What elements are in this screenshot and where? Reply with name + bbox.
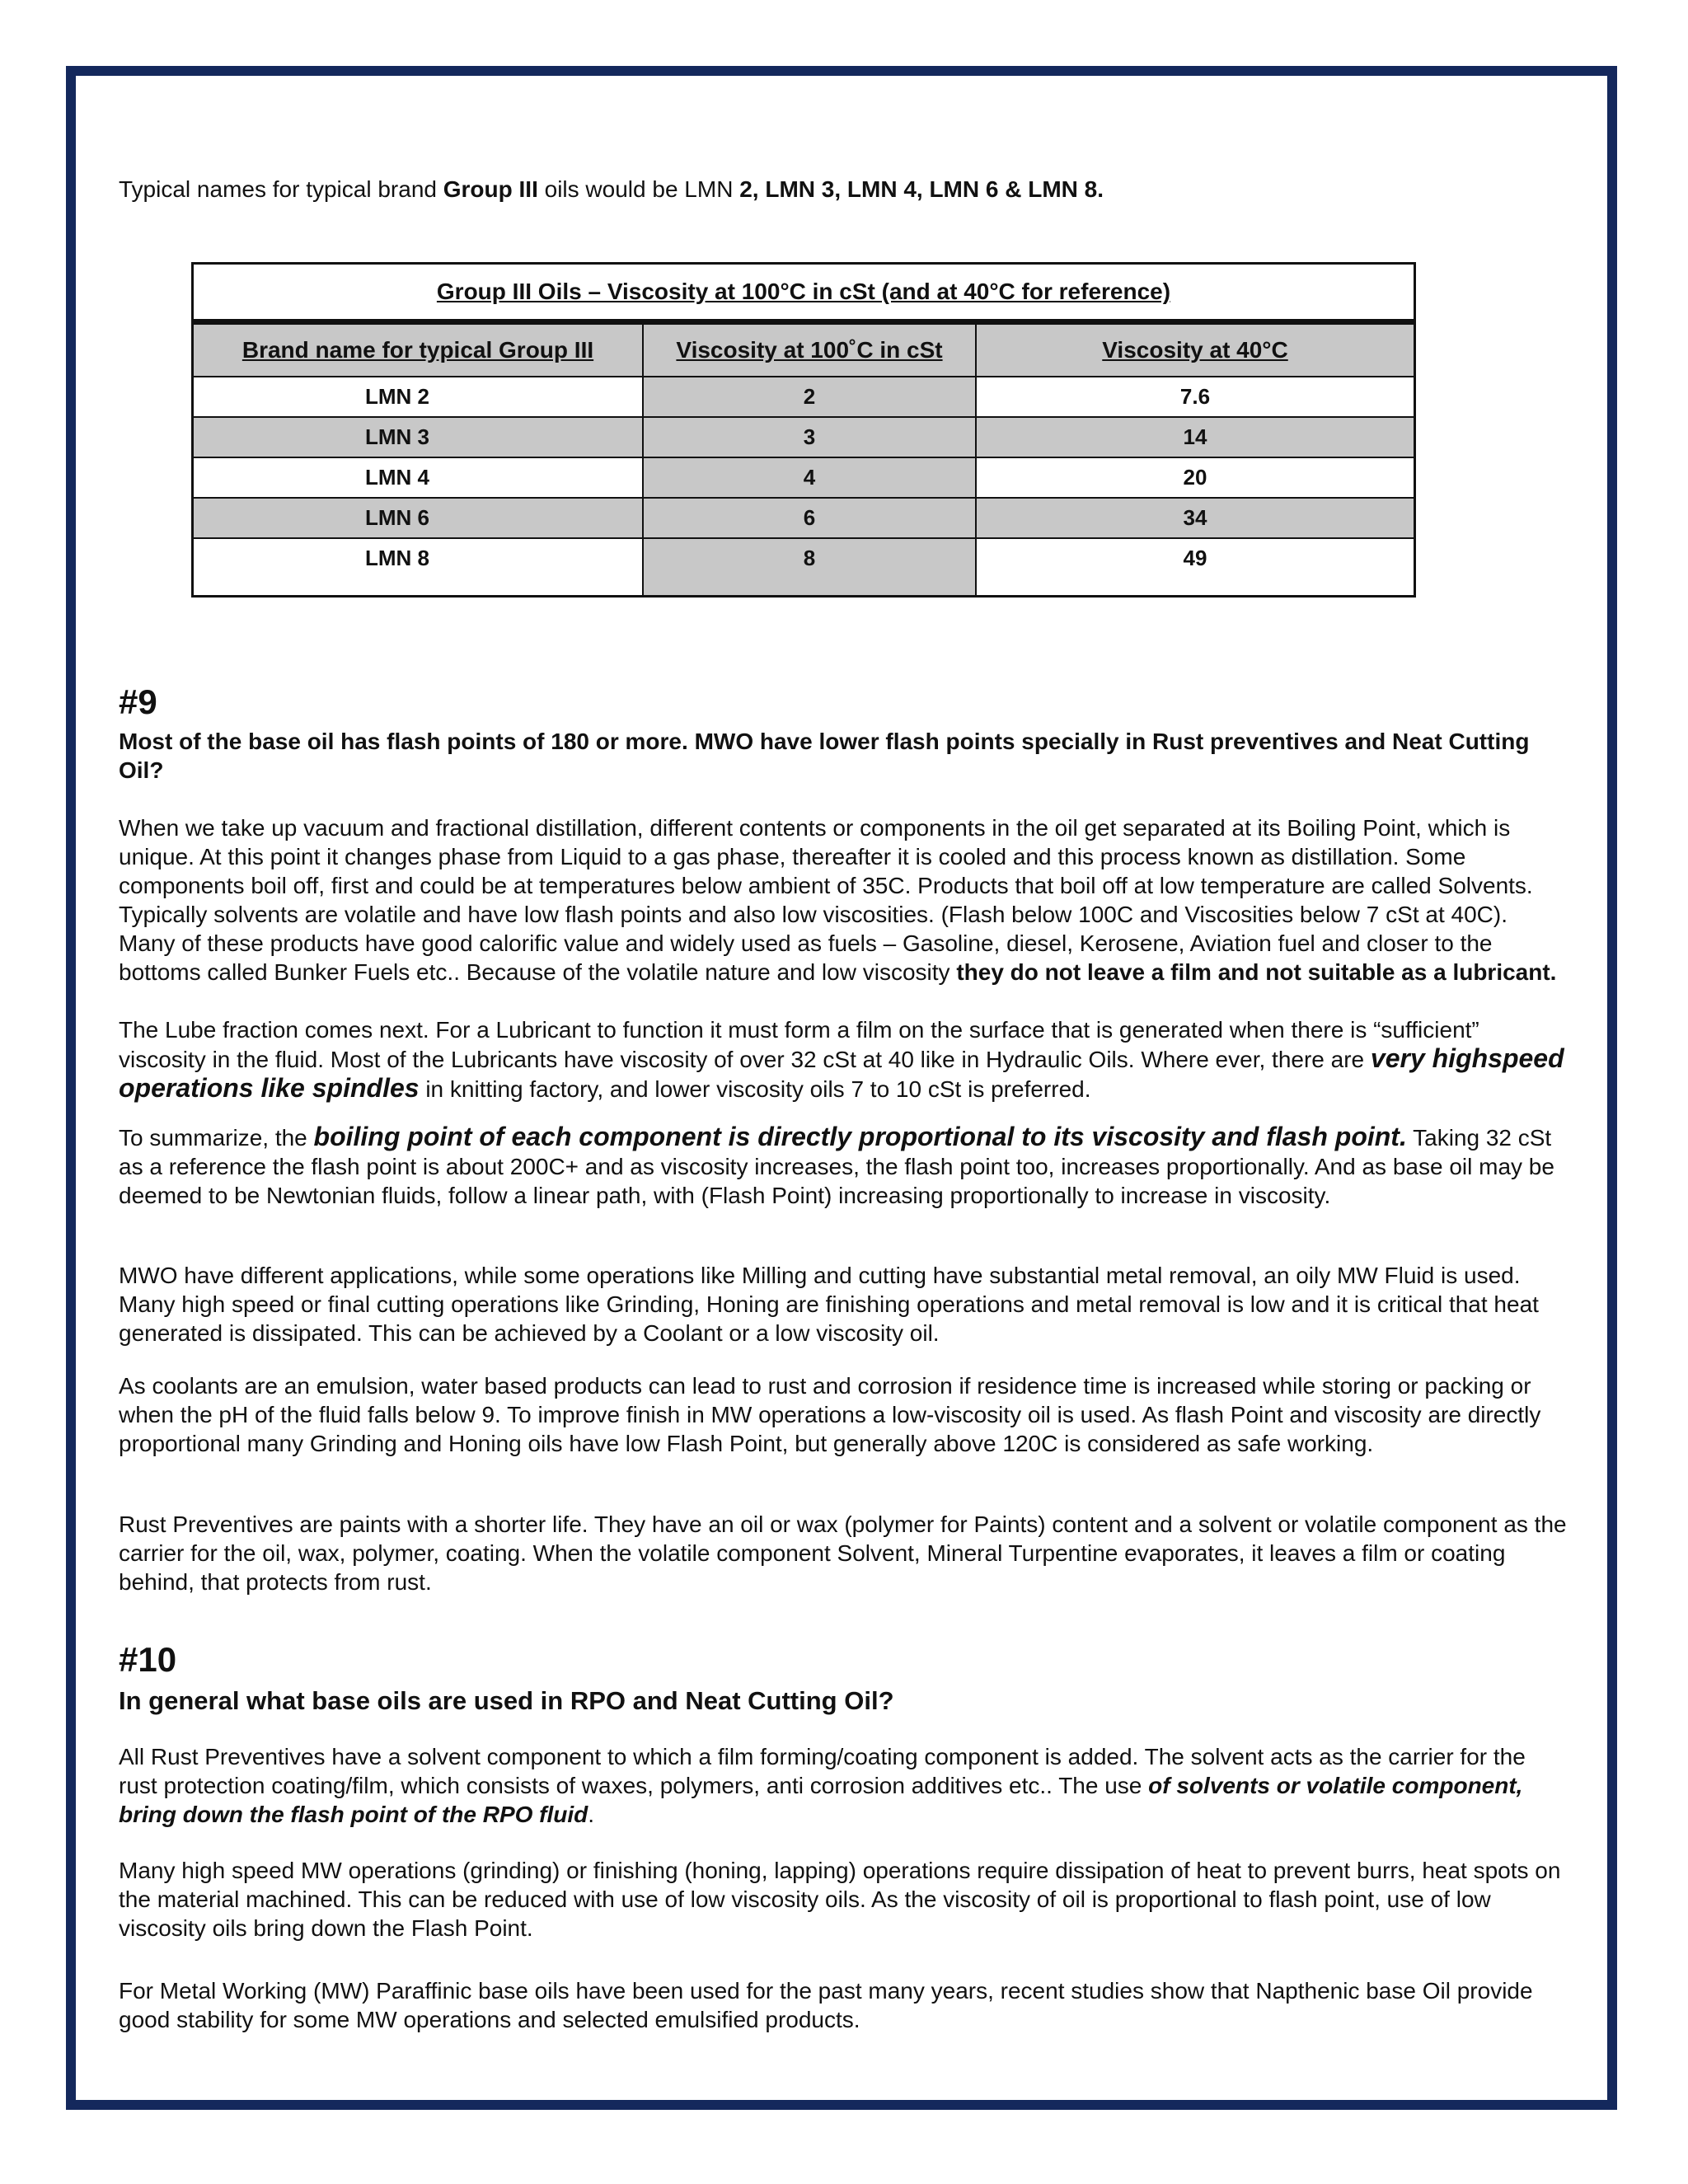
cell-brand: LMN 8 (194, 539, 644, 595)
section-9-para-5: As coolants are an emulsion, water based products can lead to rust and corrosion if residence time is increased while storing or packing or when the pH of the fluid falls below 9. To improve finish in MW operations a low-viscosity oil is used. As flash Point and viscosity are directly proportional many Grinding and Honing oils have low Flash Point, but generally above 120C is considered as safe working. (119, 1373, 1541, 1456)
table-row (194, 497, 1414, 537)
cell-visc-100: 4 (644, 458, 977, 497)
table-title: Group III Oils – Viscosity at 100°C in cSt (and at 40°C for reference) (194, 265, 1414, 323)
section-10-para-2: Many high speed MW operations (grinding) or finishing (honing, lapping) operations require dissipation of heat to prevent burrs, heat spots on the material machined. This can be reduced with use of low viscosity oils. As the viscosity of oil is proportional to flash point, use of low viscosity oils bring down the Flash Point. (119, 1858, 1561, 1941)
section-9-para-4: MWO have different applications, while some operations like Milling and cutting have substantial metal removal, an oily MW Fluid is used. Many high speed or final cutting operations like Grinding, Honing are finishing operations and metal removal is low and it is critical that heat generated is dissipated. This can be achieved by a Coolant or a low viscosity oil. (119, 1263, 1539, 1346)
cell-visc-100: 3 (644, 418, 977, 457)
intro-line: Typical names for typical brand Group III oils would be LMN 2, LMN 3, LMN 4, LMN 6 & LMN 8. (119, 176, 1104, 202)
cell-visc-40: 14 (1183, 424, 1207, 449)
cell-brand: LMN 3 (194, 418, 644, 457)
section-10-question: In general what base oils are used in RPO and Neat Cutting Oil? (119, 1686, 894, 1715)
cell-visc-100: 8 (644, 539, 977, 595)
section-9-para-6: Rust Preventives are paints with a shorter life. They have an oil or wax (polymer for Paints) content and a solvent or volatile component as the carrier for the oil, wax, polymer, coating. When the volatile component Solvent, Mineral Turpentine evaporates, it leaves a film or coating behind, that protects from rust. (119, 1511, 1567, 1595)
col-header-visc-100: Viscosity at 100˚C in cSt (644, 325, 977, 376)
cell-visc-100: 2 (644, 377, 977, 416)
cell-visc-40: 34 (1183, 505, 1207, 530)
col-header-brand: Brand name for typical Group III (194, 325, 644, 376)
table-row (194, 457, 1414, 497)
section-9-question: Most of the base oil has flash points of 180 or more. MWO have lower flash points specially in Rust preventives and Neat Cutting Oil? (119, 729, 1530, 783)
section-10-para-1: All Rust Preventives have a solvent component to which a film forming/coating component is added. The solvent acts as the carrier for the rust protection coating/film, which consists of waxes, polymers, anti corrosion additives etc.. The use of solvents or volatile component, bring down the flash point of the RPO fluid. (119, 1744, 1526, 1827)
col-header-visc-40: Viscosity at 40°C (977, 325, 1414, 376)
cell-brand: LMN 6 (194, 499, 644, 537)
section-10-number: #10 (119, 1640, 177, 1679)
table-row (194, 416, 1414, 457)
cell-visc-40: 7.6 (1179, 384, 1211, 409)
section-9-para-1: When we take up vacuum and fractional distillation, different contents or components in the oil get separated at its Boiling Point, which is unique. At this point it changes phase from Liquid to a gas phase, thereafter it is cooled and this process known as distillation. Some components boil off, first and could be at temperatures below ambient of 35C. Products that boil off at low temperature are called Solvents. Typically solvents are volatile and have low flash points and also low viscosities. (Flash below 100C and Viscosities below 7 cSt at 40C). Many of these products have good calorific value and widely used as fuels – Gasoline, diesel, Kerosene, Aviation fuel and closer to the bottoms called Bunker Fuels etc.. Because of the volatile nature and low viscosity they do not leave a film and not suitable as a lubricant. (119, 815, 1557, 985)
section-10-para-3: For Metal Working (MW) Paraffinic base oils have been used for the past many years, recent studies show that Napthenic base Oil provide good stability for some MW operations and selected emulsified products. (119, 1978, 1533, 2032)
cell-visc-40: 49 (1183, 546, 1207, 570)
cell-visc-40: 20 (1183, 465, 1207, 490)
viscosity-table (191, 262, 1416, 598)
table-header-row (194, 323, 1414, 376)
section-9-number: #9 (119, 682, 157, 721)
section-9-para-3: To summarize, the boiling point of each component is directly proportional to its viscosity and flash point. Taking 32 cSt as a reference the flash point is about 200C+ and as viscosity increases, the flash point too, increases proportionally. And as base oil may be deemed to be Newtonian fluids, follow a linear path, with (Flash Point) increasing proportionally to increase in viscosity. (119, 1122, 1554, 1208)
cell-visc-100: 6 (644, 499, 977, 537)
cell-brand: LMN 4 (194, 458, 644, 497)
table-row (194, 537, 1414, 595)
table-row (194, 376, 1414, 416)
cell-brand: LMN 2 (194, 377, 644, 416)
section-9-para-2: The Lube fraction comes next. For a Lubricant to function it must form a film on the surface that is generated when there is “sufficient” viscosity in the fluid. Most of the Lubricants have viscosity of over 32 cSt at 40 like in Hydraulic Oils. Where ever, there are very highspeed operations like spindles in knitting factory, and lower viscosity oils 7 to 10 cSt is preferred. (119, 1017, 1564, 1103)
